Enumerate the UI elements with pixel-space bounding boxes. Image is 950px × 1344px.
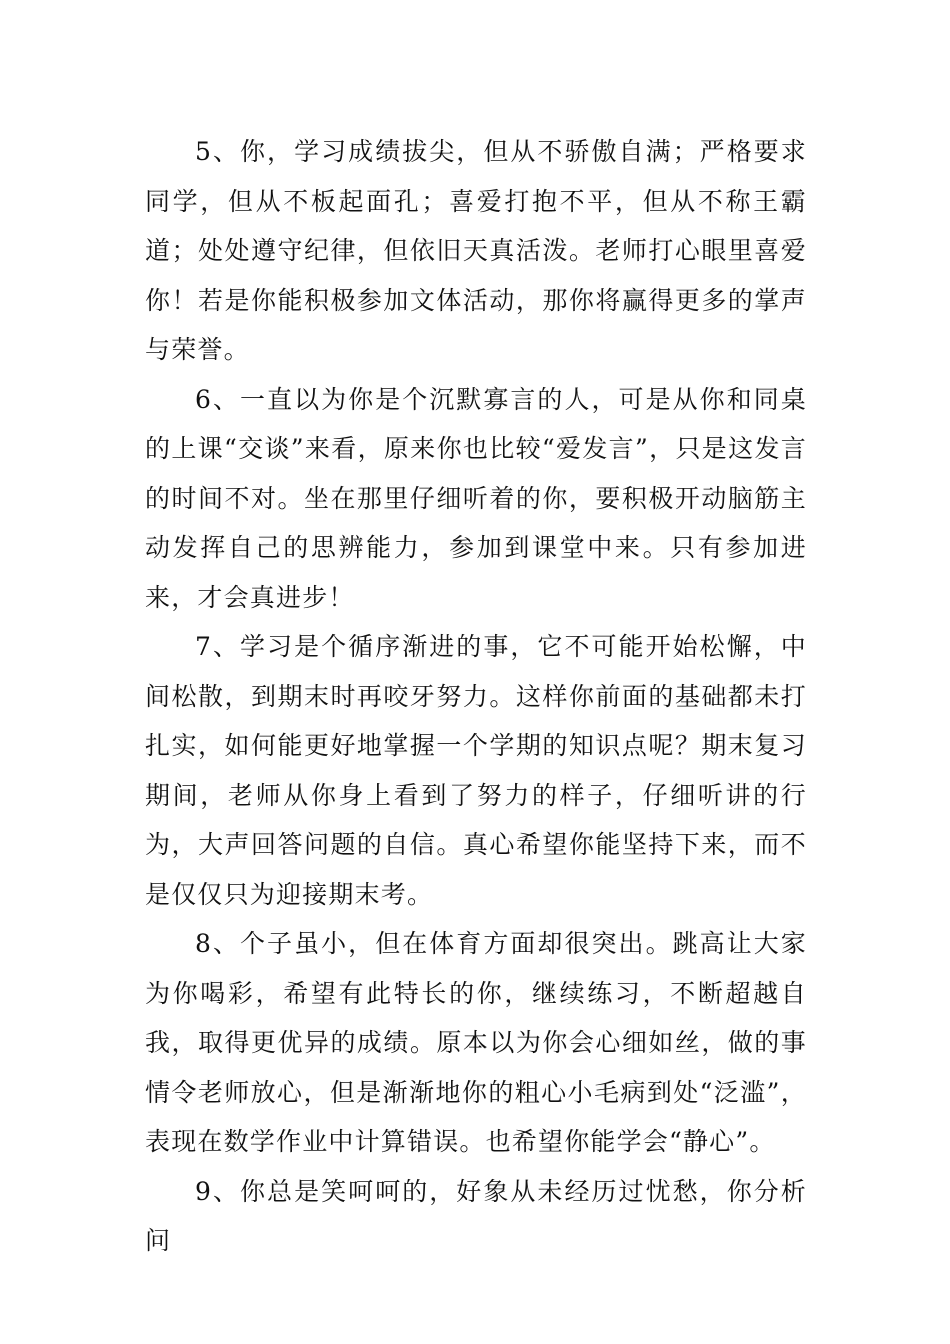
- paragraph-6: 6、一直以为你是个沉默寡言的人，可是从你和同桌的上课“交谈”来看，原来你也比较“爱发言”，只是这发言的时间不对。坐在那里仔细听着的你，要积极开动脑筋主动发挥自己的思辨能力，参加到课堂中来。只有参加进来，才会真进步！: [145, 384, 807, 612]
- paragraph-8: 8、个子虽小，但在体育方面却很突出。跳高让大家为你喝彩，希望有此特长的你，继续练习，不断超越自我，取得更优异的成绩。原本以为你会心细如丝，做的事情令老师放心，但是渐渐地你的粗心小毛病到处“泛滥”，表现在数学作业中计算错误。也希望你能学会“静心”。: [145, 929, 807, 1156]
- paragraph-9: 9、你总是笑呵呵的，好象从未经历过忧愁，你分析问: [145, 1176, 807, 1255]
- paragraph-5: 5、你，学习成绩拔尖，但从不骄傲自满；严格要求同学，但从不板起面孔；喜爱打抱不平，但从不称王霸道；处处遵守纪律，但依旧天真活泼。老师打心眼里喜爱你！若是你能积极参加文体活动，那你将赢得更多的掌声与荣誉。: [145, 137, 807, 364]
- paragraph-7: 7、学习是个循序渐进的事，它不可能开始松懈，中间松散，到期末时再咬牙努力。这样你前面的基础都未打扎实，如何能更好地掌握一个学期的知识点呢？期末复习期间，老师从你身上看到了努力的样子，仔细听讲的行为，大声回答问题的自信。真心希望你能坚持下来，而不是仅仅只为迎接期末考。: [145, 632, 807, 909]
- document-body: [145, 127, 807, 1266]
